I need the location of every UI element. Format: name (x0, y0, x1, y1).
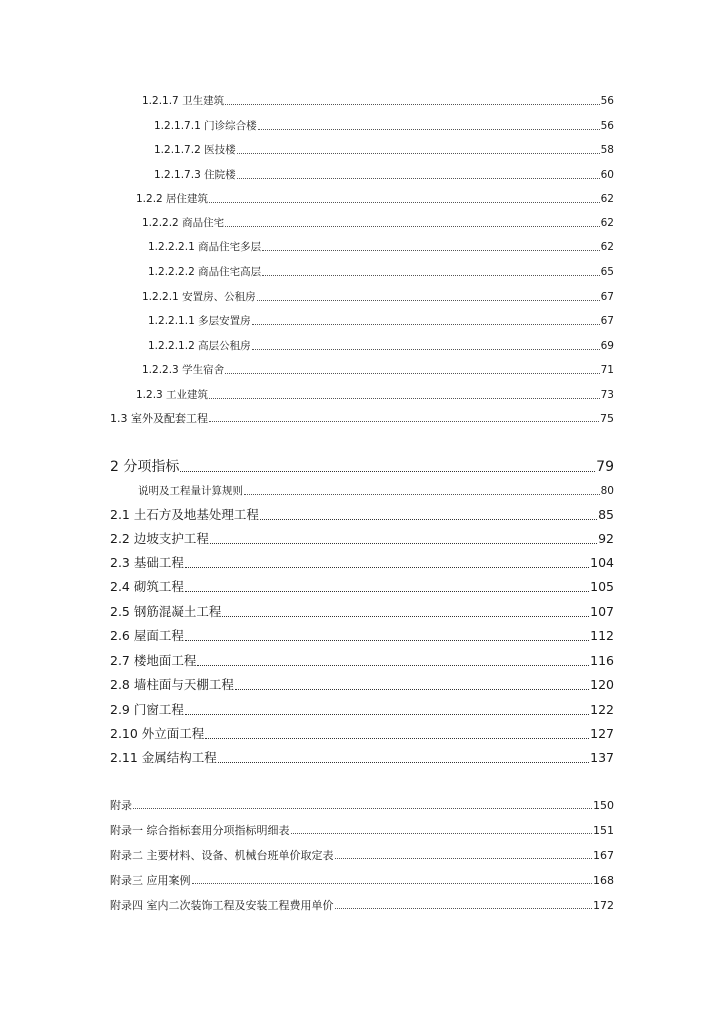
toc-entry[interactable] (154, 170, 614, 181)
toc-entry[interactable] (110, 413, 614, 424)
toc-entry-label: 附录二 主要材料、设备、机械台班单价取定表 (110, 849, 334, 862)
toc-entry-page: 65 (600, 266, 614, 278)
toc-entry[interactable] (110, 728, 614, 741)
toc-entry-label: 附录一 综合指标套用分项指标明细表 (110, 824, 290, 837)
toc-entry-label: 2.8 墙柱面与天棚工程 (110, 677, 234, 692)
toc-entry-page: 151 (593, 824, 614, 837)
toc-entry-label: 2.5 钢筋混凝土工程 (110, 604, 222, 619)
toc-entry[interactable] (110, 606, 614, 619)
toc-entry[interactable] (136, 194, 614, 205)
toc-entry-label: 1.2.1.7.1 门诊综合楼 (154, 120, 257, 132)
toc-entry-page: 168 (593, 874, 614, 887)
toc-entry[interactable] (138, 486, 614, 497)
toc-entry-label: 2.2 边坡支护工程 (110, 531, 209, 546)
toc-entry-label: 1.2.1.7.3 住院楼 (154, 169, 236, 181)
toc-entry[interactable] (110, 900, 614, 911)
toc-leader-dots (291, 832, 593, 834)
toc-entry-label: 1.2.2 居住建筑 (136, 193, 209, 205)
toc-entry-label: 2.6 屋面工程 (110, 628, 184, 643)
toc-entry[interactable] (142, 292, 614, 303)
toc-entry-label: 1.2.2.3 学生宿舍 (142, 364, 225, 376)
toc-leader-dots (209, 397, 600, 399)
toc-entry-page: 127 (590, 726, 614, 741)
toc-entry[interactable] (136, 390, 614, 401)
toc-entry[interactable] (148, 267, 614, 278)
toc-leader-dots (262, 249, 600, 251)
toc-entry-page: 150 (593, 799, 614, 812)
toc-leader-dots (192, 882, 593, 884)
toc-entry-page: 62 (600, 241, 614, 253)
toc-entry-page: 120 (590, 677, 614, 692)
toc-entry-page: 56 (600, 120, 614, 132)
toc-entry-label: 2.4 砌筑工程 (110, 579, 184, 594)
toc-entry-label: 说明及工程量计算规则 (138, 485, 243, 497)
toc-entry[interactable] (148, 341, 614, 352)
toc-entry-label: 1.2.2.2 商品住宅 (142, 217, 225, 229)
toc-entry-page: 116 (590, 653, 614, 668)
toc-entry-label: 1.3 室外及配套工程 (110, 412, 208, 425)
toc-entry[interactable] (110, 850, 614, 861)
toc-entry-label: 附录四 室内二次装饰工程及安装工程费用单价 (110, 899, 334, 912)
toc-entry-page: 56 (600, 95, 614, 107)
toc-entry-page: 67 (600, 291, 614, 303)
toc-entry[interactable] (142, 218, 614, 229)
toc-leader-dots (197, 664, 589, 666)
toc-entry[interactable] (110, 581, 614, 594)
toc-entry-page: 172 (593, 899, 614, 912)
toc-entry[interactable] (110, 533, 614, 546)
toc-entry-page: 105 (590, 579, 614, 594)
toc-entry-label: 2.11 金属结构工程 (110, 750, 217, 765)
toc-entry-label: 2.7 楼地面工程 (110, 653, 197, 668)
toc-entry-page: 69 (600, 340, 614, 352)
toc-leader-dots (218, 761, 589, 763)
toc-entry[interactable] (110, 875, 614, 886)
toc-entry[interactable] (110, 630, 614, 643)
toc-entry-page: 79 (596, 459, 614, 475)
toc-leader-dots (237, 177, 600, 179)
toc-entry-page: 92 (598, 531, 614, 546)
toc-leader-dots (257, 299, 600, 301)
toc-entry-label: 2 分项指标 (110, 459, 180, 475)
toc-entry-page: 62 (600, 217, 614, 229)
toc-entry[interactable] (148, 242, 614, 253)
toc-entry[interactable] (154, 121, 614, 132)
toc-entry-label: 1.2.2.1.2 高层公租房 (148, 340, 251, 352)
toc-entry-page: 80 (600, 485, 614, 497)
toc-leader-dots (252, 348, 600, 350)
toc-leader-dots (237, 152, 600, 154)
toc-entry-page: 67 (600, 315, 614, 327)
toc-leader-dots (252, 323, 600, 325)
toc-entry-page: 137 (590, 750, 614, 765)
toc-entry-page: 60 (600, 169, 614, 181)
toc-entry-label: 1.2.2.1 安置房、公租房 (142, 291, 256, 303)
toc-leader-dots (335, 907, 593, 909)
toc-entry-page: 122 (590, 702, 614, 717)
toc-entry[interactable] (110, 825, 614, 836)
toc-leader-dots (185, 639, 589, 641)
toc-leader-dots (209, 420, 599, 422)
toc-entry-label: 1.2.1.7 卫生建筑 (142, 95, 225, 107)
toc-entry[interactable] (110, 800, 614, 811)
toc-leader-dots (235, 688, 589, 690)
toc-leader-dots (180, 470, 595, 472)
toc-entry-page: 71 (600, 364, 614, 376)
toc-entry-page: 167 (593, 849, 614, 862)
toc-entry-page: 73 (600, 389, 614, 401)
toc-entry-label: 1.2.3 工业建筑 (136, 389, 209, 401)
toc-entry-page: 85 (598, 507, 614, 522)
toc-leader-dots (210, 542, 597, 544)
toc-leader-dots (225, 103, 600, 105)
toc-entry-page: 58 (600, 144, 614, 156)
toc-entry-page: 62 (600, 193, 614, 205)
toc-leader-dots (258, 128, 600, 130)
toc-entry[interactable] (110, 655, 614, 668)
toc-leader-dots (185, 590, 589, 592)
toc-leader-dots (244, 493, 600, 495)
toc-entry-label: 2.9 门窗工程 (110, 702, 184, 717)
toc-entry[interactable] (142, 96, 614, 107)
toc-entry[interactable] (148, 316, 614, 327)
toc-entry[interactable] (110, 704, 614, 717)
toc-entry-label: 1.2.1.7.2 医技楼 (154, 144, 236, 156)
toc-entry-label: 附录三 应用案例 (110, 874, 191, 887)
toc-leader-dots (209, 201, 600, 203)
toc-entry-page: 104 (590, 555, 614, 570)
toc-entry-label: 附录 (110, 799, 132, 812)
toc-entry[interactable] (142, 365, 614, 376)
toc-leader-dots (185, 566, 589, 568)
toc-leader-dots (225, 225, 600, 227)
toc-entry-page: 75 (600, 412, 614, 425)
toc-entry[interactable] (110, 679, 614, 692)
toc-leader-dots (133, 807, 592, 809)
toc-entry[interactable] (154, 145, 614, 156)
toc-entry-label: 1.2.2.2.1 商品住宅多层 (148, 241, 262, 253)
toc-entry-page: 107 (590, 604, 614, 619)
toc-entry[interactable] (110, 460, 614, 474)
toc-leader-dots (225, 372, 600, 374)
toc-entry[interactable] (110, 509, 614, 522)
toc-entry[interactable] (110, 752, 614, 765)
toc-entry-label: 1.2.2.1.1 多层安置房 (148, 315, 251, 327)
toc-entry[interactable] (110, 557, 614, 570)
toc-entry-label: 2.3 基础工程 (110, 555, 184, 570)
toc-entry-page: 112 (590, 628, 614, 643)
toc-leader-dots (205, 737, 589, 739)
toc-entry-label: 2.1 土石方及地基处理工程 (110, 507, 259, 522)
toc-entry-label: 2.10 外立面工程 (110, 726, 205, 741)
toc-leader-dots (262, 274, 600, 276)
toc-leader-dots (185, 713, 589, 715)
toc-leader-dots (222, 615, 589, 617)
toc-leader-dots (335, 857, 593, 859)
toc-leader-dots (260, 518, 597, 520)
toc-entry-label: 1.2.2.2.2 商品住宅高层 (148, 266, 262, 278)
